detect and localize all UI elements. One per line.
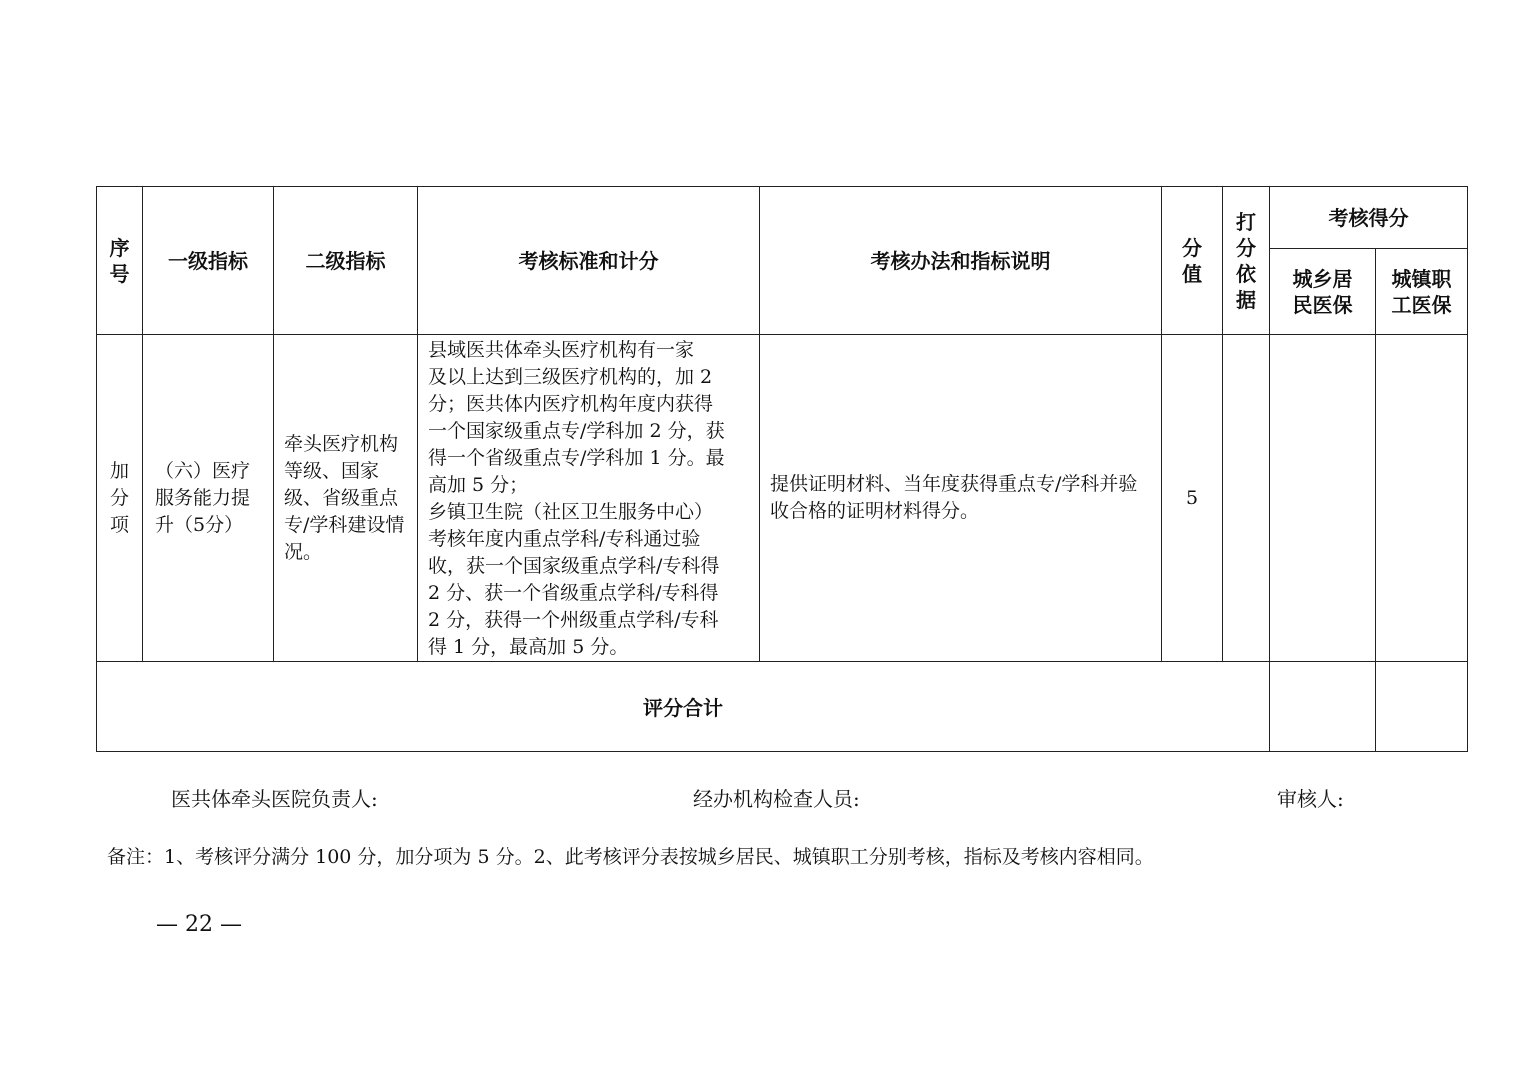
- row-urban-rural-score[interactable]: [1270, 335, 1376, 662]
- standard-line: 一个国家级重点专/学科加 2 分，获: [428, 420, 725, 442]
- header-basis: 打分依据: [1223, 187, 1270, 335]
- standard-line: 乡镇卫生院（社区卫生服务中心）: [428, 501, 714, 523]
- footnote: 备注：1、考核评分满分 100 分，加分项为 5 分。2、此考核评分表按城乡居民、城镇职工分别考核，指标及考核内容相同。: [107, 846, 1154, 868]
- total-urban-worker[interactable]: [1376, 662, 1468, 752]
- total-urban-rural[interactable]: [1270, 662, 1376, 752]
- standard-line: 考核年度内重点学科/专科通过验: [428, 528, 701, 550]
- standard-line: 县域医共体牵头医疗机构有一家: [428, 339, 695, 361]
- standard-line: 分；医共体内医疗机构年度内获得: [428, 393, 714, 415]
- row-level2: 牵头医疗机构等级、国家级、省级重点专/学科建设情况。: [274, 335, 418, 662]
- header-seq: 序号: [97, 187, 143, 335]
- standard-line: 2 分，获得一个州级重点学科/专科: [428, 609, 719, 631]
- header-method: 考核办法和指标说明: [760, 187, 1162, 335]
- header-urban-rural: 城乡居民医保: [1270, 249, 1376, 335]
- signature-reviewer: 审核人:: [1277, 787, 1344, 811]
- header-assessment-score: 考核得分: [1270, 187, 1468, 249]
- header-score-value: 分值: [1162, 187, 1223, 335]
- standard-line: 收，获一个国家级重点学科/专科得: [428, 555, 720, 577]
- row-seq: 加分项: [97, 335, 143, 662]
- page-number: — 22 —: [156, 912, 242, 937]
- signature-inspector: 经办机构检查人员:: [693, 787, 860, 811]
- total-label: 评分合计: [97, 662, 1270, 752]
- header-urban-worker: 城镇职工医保: [1376, 249, 1468, 335]
- standard-line: 得 1 分，最高加 5 分。: [428, 636, 629, 658]
- row-standard: [418, 335, 760, 662]
- row-basis[interactable]: [1223, 335, 1270, 662]
- row-score-value: 5: [1162, 335, 1223, 662]
- standard-line: 及以上达到三级医疗机构的，加 2: [428, 366, 713, 388]
- header-level1: 一级指标: [143, 187, 274, 335]
- standard-line: 高加 5 分；: [428, 474, 529, 496]
- row-level1: （六）医疗服务能力提升（5分）: [143, 335, 274, 662]
- assessment-table: [96, 186, 1468, 752]
- header-level2: 二级指标: [274, 187, 418, 335]
- standard-lines: [428, 337, 753, 661]
- row-method: 提供证明材料、当年度获得重点专/学科并验收合格的证明材料得分。: [760, 335, 1162, 662]
- standard-line: 2 分、获一个省级重点学科/专科得: [428, 582, 719, 604]
- header-standard: 考核标准和计分: [418, 187, 760, 335]
- standard-line: 得一个省级重点专/学科加 1 分。最: [428, 447, 725, 469]
- signature-lead-hospital: 医共体牵头医院负责人:: [171, 787, 378, 811]
- row-urban-worker-score[interactable]: [1376, 335, 1468, 662]
